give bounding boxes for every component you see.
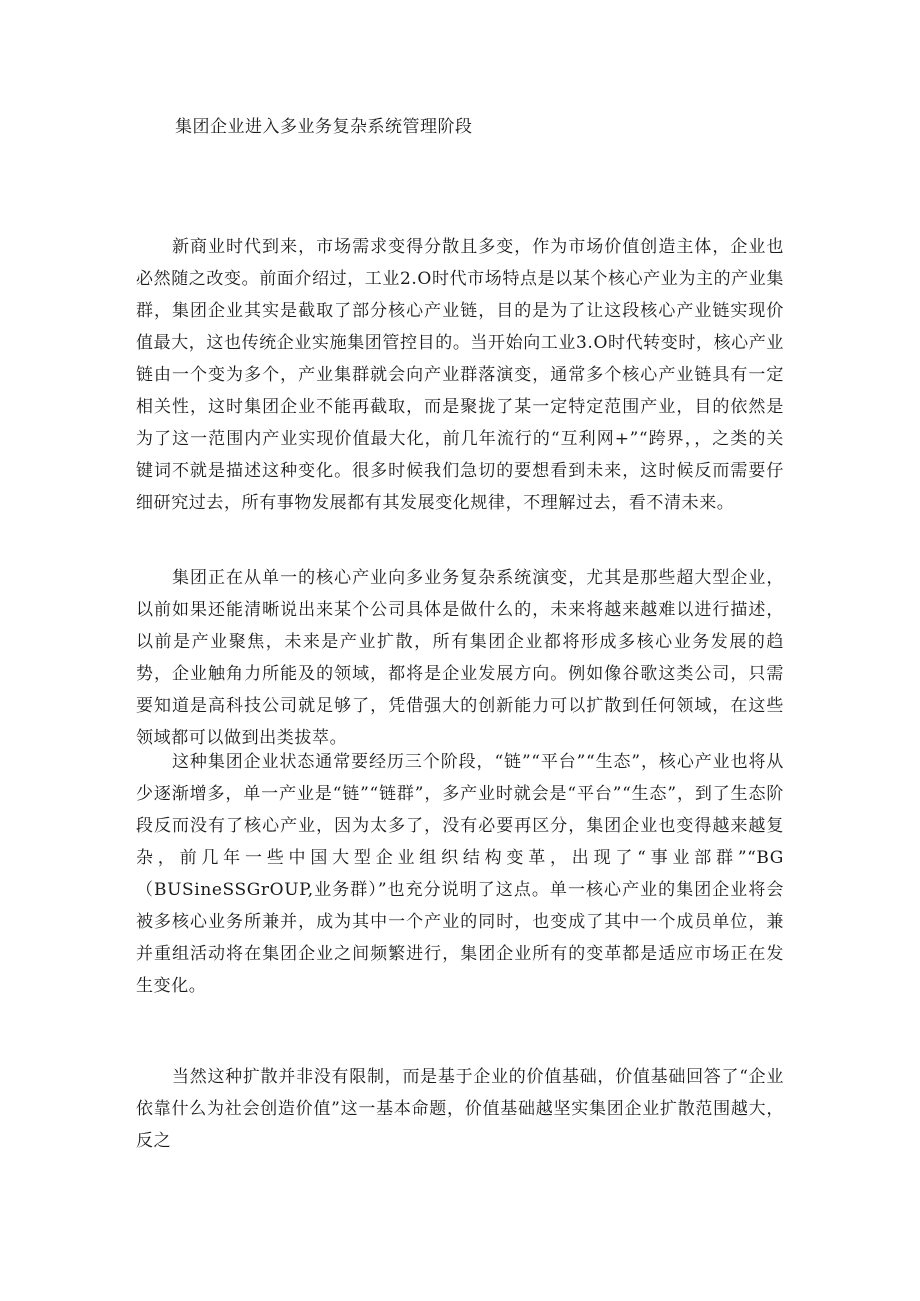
paragraph-4: 当然这种扩散并非没有限制，而是基于企业的价值基础，价值基础回答了“企业依靠什么为社会创造价值”这一基本命题，价值基础越坚实集团企业扩散范围越大，反之 [136, 1067, 784, 1151]
paragraph-2: 集团正在从单一的核心产业向多业务复杂系统演变，尤其是那些超大型企业，以前如果还能清晰说出来某个公司具体是做什么的，未来将越来越难以进行描述，以前是产业聚焦，未来是产业扩散，所有集团企业都将形成多核心业务发展的趋势，企业触角力所能及的领域，都将是企业发展方向。例如像谷歌这类公司，只需要知道是高科技公司就足够了，凭借强大的创新能力可以扩散到任何领域，在这些领域都可以做到出类拔萃。 [136, 568, 784, 748]
paragraph-3: 这种集团企业状态通常要经历三个阶段，“链”“平台”“生态”，核心产业也将从少逐渐增多，单一产业是“链”“链群”，多产业时就会是“平台”“生态”，到了生态阶段反而没有了核心产业，因为太多了，没有必要再区分，集团企业也变得越来越复杂，前几年一些中国大型企业组织结构变革，出现了“事业部群”“BG（BUSineSSGrOUP,业务群）”也充分说明了这点。单一核心产业的集团企业将会被多核心业务所兼并，成为其中一个产业的同时，也变成了其中一个成员单位，兼并重组活动将在集团企业之间频繁进行，集团企业所有的变革都是适应市场正在发生变化。 [136, 752, 784, 996]
paragraph-1: 新商业时代到来，市场需求变得分散且多变，作为市场价值创造主体，企业也必然随之改变。前面介绍过，工业2.O时代市场特点是以某个核心产业为主的产业集群，集团企业其实是截取了部分核心产业链，目的是为了让这段核心产业链实现价值最大，这也传统企业实施集团管控目的。当开始向工业3.O时代转变时，核心产业链由一个变为多个，产业集群就会向产业群落演变，通常多个核心产业链具有一定相关性，这时集团企业不能再截取，而是聚拢了某一定特定范围产业，目的依然是为了这一范围内产业实现价值最大化，前几年流行的“互利网+”“跨界，，之类的关键词不就是描述这种变化。很多时候我们急切的要想看到未来，这时候反而需要仔细研究过去，所有事物发展都有其发展变化规律，不理解过去，看不清未来。 [136, 237, 784, 513]
document-title: 集团企业进入多业务复杂系统管理阶段 [175, 117, 473, 137]
